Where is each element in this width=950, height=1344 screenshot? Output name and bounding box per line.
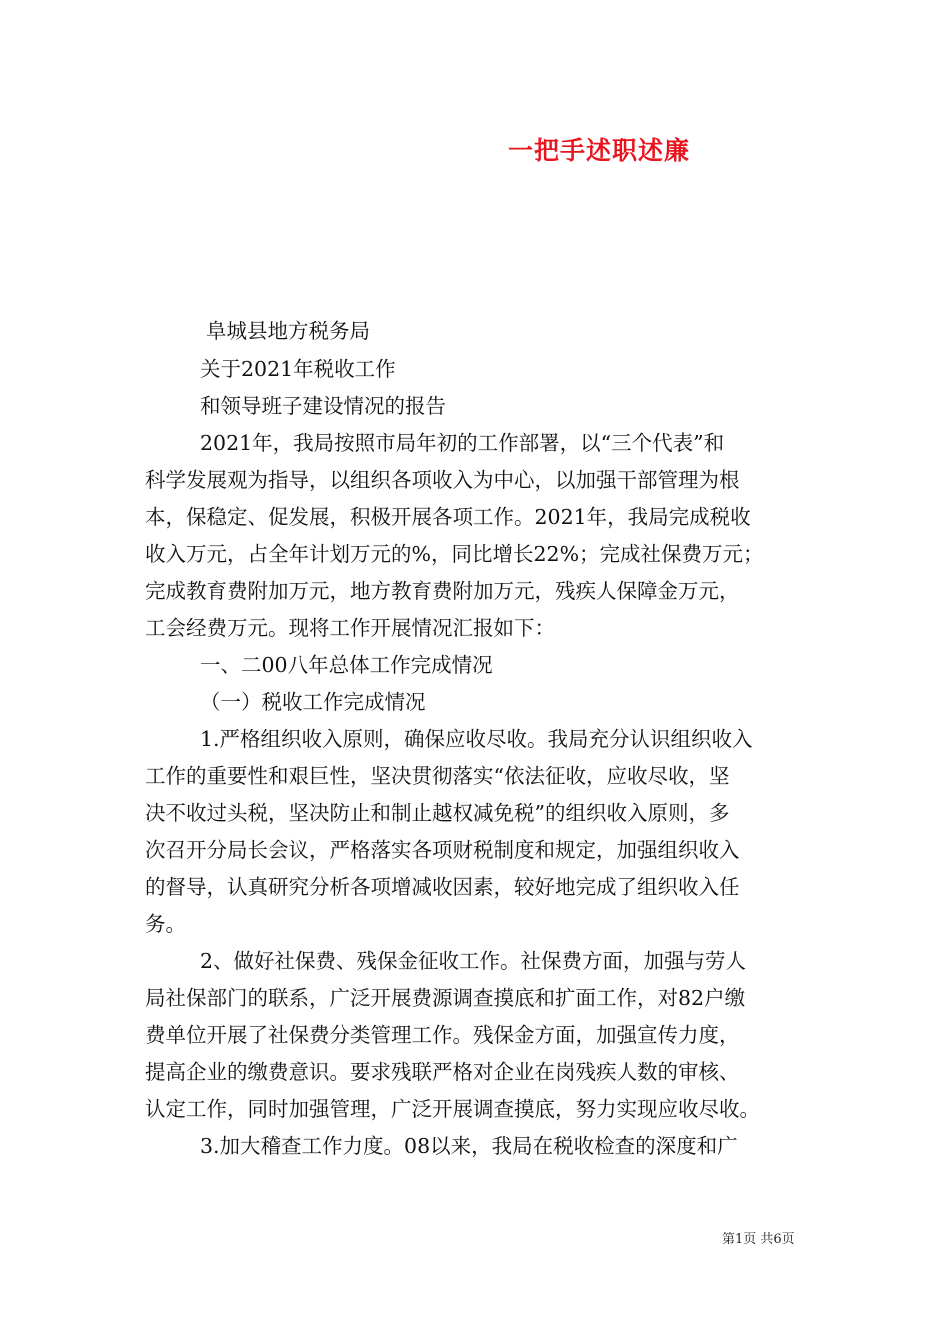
- body-line: 1.严格组织收入原则，确保应收尽收。我局充分认识组织收入: [200, 727, 753, 751]
- body-line: 决不收过头税，坚决防止和制止越权减免税”的组织收入原则，多: [145, 801, 730, 825]
- section-heading: 一、二00八年总体工作完成情况: [200, 653, 493, 677]
- body-line: 2021年，我局按照市局年初的工作部署，以“三个代表”和: [200, 431, 725, 455]
- document-title: 一把手述职述廉: [508, 136, 691, 165]
- body-line: 完成教育费附加万元，地方教育费附加万元，残疾人保障金万元，: [145, 579, 740, 603]
- body-line: 费单位开展了社保费分类管理工作。残保金方面，加强宣传力度，: [145, 1023, 740, 1047]
- body-line: 局社保部门的联系，广泛开展费源调查摸底和扩面工作，对82户缴: [145, 986, 746, 1010]
- subsection-heading: （一）税收工作完成情况: [200, 690, 426, 714]
- heading-line-2: 关于2021年税收工作: [200, 357, 396, 381]
- body-line: 3.加大稽查工作力度。08以来，我局在税收检查的深度和广: [200, 1134, 738, 1158]
- heading-line-1: 阜城县地方税务局: [206, 319, 370, 343]
- body-line: 收入万元，占全年计划万元的%，同比增长22%；完成社保费万元；: [145, 542, 764, 566]
- page-number: 第1页 共6页: [722, 1232, 795, 1247]
- body-line: 2、做好社保费、残保金征收工作。社保费方面，加强与劳人: [200, 949, 747, 973]
- body-line: 提高企业的缴费意识。要求残联严格对企业在岗残疾人数的审核、: [145, 1060, 740, 1084]
- body-line: 的督导，认真研究分析各项增减收因素，较好地完成了组织收入任: [145, 875, 740, 899]
- body-line: 本，保稳定、促发展，积极开展各项工作。2021年，我局完成税收: [145, 505, 751, 529]
- heading-line-3: 和领导班子建设情况的报告: [200, 394, 446, 418]
- body-line: 科学发展观为指导，以组织各项收入为中心，以加强干部管理为根: [145, 468, 740, 492]
- body-line: 工会经费万元。现将工作开展情况汇报如下：: [145, 616, 555, 640]
- body-line: 认定工作，同时加强管理，广泛开展调查摸底，努力实现应收尽收。: [145, 1097, 760, 1121]
- body-line: 次召开分局长会议，严格落实各项财税制度和规定，加强组织收入: [145, 838, 740, 862]
- body-line: 务。: [145, 912, 186, 936]
- body-line: 工作的重要性和艰巨性，坚决贯彻落实“依法征收，应收尽收，坚: [145, 764, 730, 788]
